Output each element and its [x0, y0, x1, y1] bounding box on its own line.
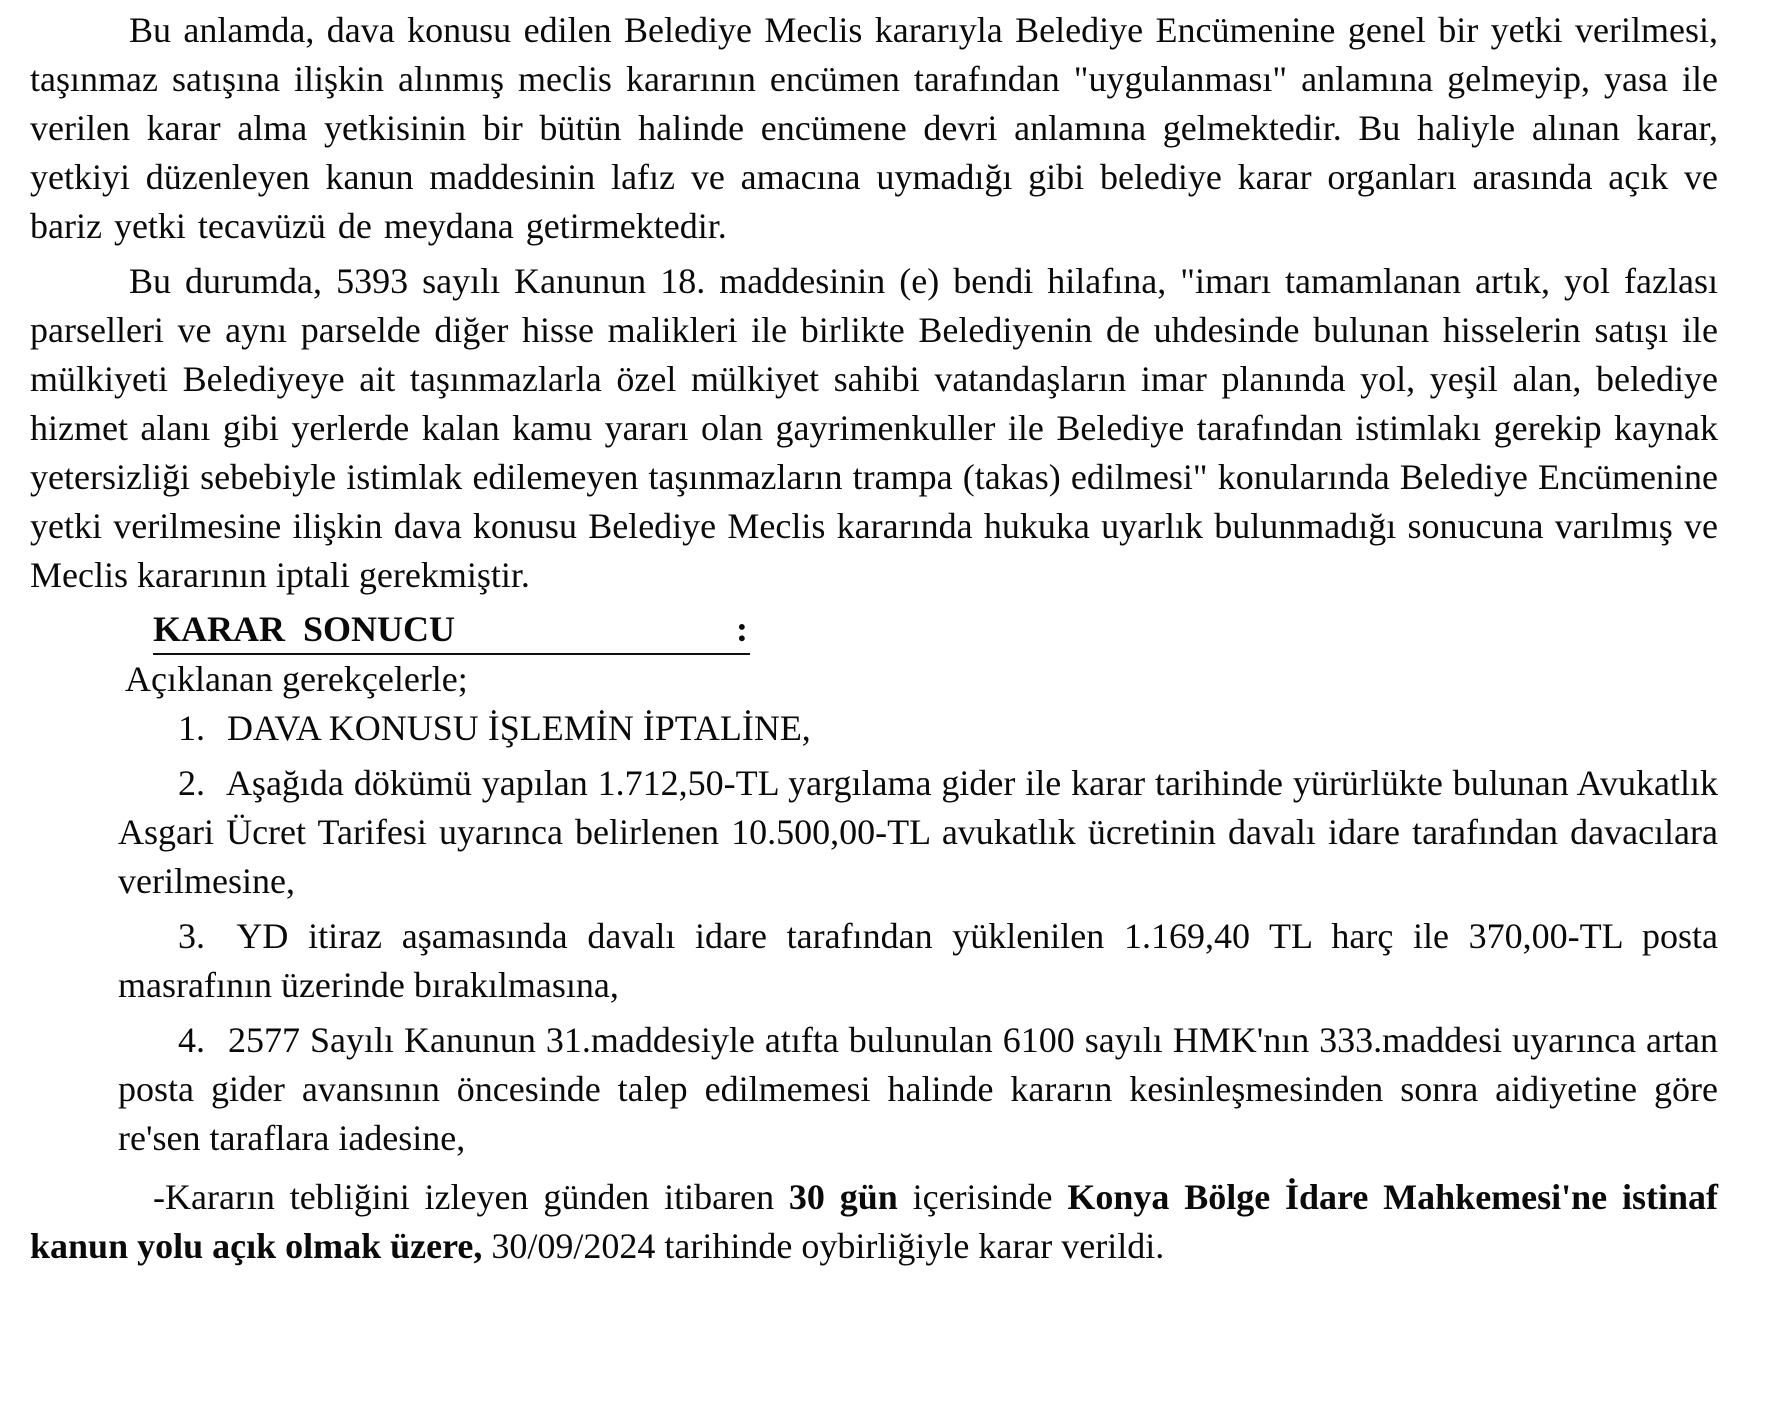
- decision-item-text: Aşağıda dökümü yapılan 1.712,50-TL yargılama gider ile karar tarihinde yürürlükte bulunan Avukatlık Asgari Ücret Tarifesi uyarınca belirlenen 10.500,00-TL avukatlık ücretinin davalı idare tarafından davacılara verilmesine,: [118, 763, 1718, 901]
- decision-item-number: 3.: [178, 916, 205, 956]
- decision-item: [118, 912, 1718, 1010]
- decision-item-text: 2577 Sayılı Kanunun 31.maddesiyle atıfta bulunulan 6100 sayılı HMK'nın 333.maddesi uyarınca artan posta gider avansının öncesinde talep edilmemesi halinde kararın kesinleşmesinden sonra aidiyetine göre re'sen taraflara iadesine,: [118, 1020, 1718, 1158]
- decision-heading-label: KARAR SONUCU: [153, 609, 456, 649]
- closing-part-2: içerisinde: [897, 1177, 1068, 1217]
- decision-item-number: 4.: [178, 1020, 205, 1060]
- closing-appeal-court: Konya Bölge İdare Mahkemesi'ne istinaf kanun yolu açık olmak üzere,: [30, 1177, 1718, 1266]
- decision-heading: [153, 606, 750, 655]
- decision-item-text: YD itiraz aşamasında davalı idare tarafından yüklenilen 1.169,40 TL harç ile 370,00-TL posta masrafının üzerinde bırakılmasına,: [118, 916, 1719, 1005]
- closing-statement: [30, 1173, 1718, 1271]
- closing-part-1: -Kararın tebliğini izleyen günden itibaren: [153, 1177, 789, 1217]
- paragraph-reasoning: Bu anlamda, dava konusu edilen Belediye Meclis kararıyla Belediye Encümenine genel bir yetki verilmesi, taşınmaz satışına ilişkin alınmış meclis kararının encümen tarafından "uygulanması" anlamına gelmeyip, yasa ile verilen karar alma yetkisinin bir bütün halinde encümene devri anlamına gelmektedir. Bu haliyle alınan karar, yetkiyi düzenleyen kanun maddesinin lafız ve amacına uymadığı gibi belediye karar organları arasında açık ve bariz yetki tecavüzü de meydana getirmektedir.: [30, 10, 1718, 246]
- document-page: [30, 6, 1718, 1271]
- decision-item: [118, 704, 1718, 753]
- decision-intro: Açıklanan gerekçelerle;: [125, 659, 468, 699]
- decision-item-number: 2.: [178, 763, 205, 803]
- decision-item-text: DAVA KONUSU İŞLEMİN İPTALİNE,: [227, 708, 811, 748]
- decision-heading-colon: :: [736, 609, 748, 649]
- decision-item: [118, 759, 1718, 906]
- closing-deadline: 30 gün: [788, 1177, 898, 1217]
- decision-items: [118, 704, 1718, 1163]
- decision-item-number: 1.: [178, 708, 205, 748]
- closing-part-3: 30/09/2024 tarihinde oybirliğiyle karar verildi.: [482, 1226, 1165, 1266]
- paragraph-conclusion: Bu durumda, 5393 sayılı Kanunun 18. maddesinin (e) bendi hilafına, "imarı tamamlanan artık, yol fazlası parselleri ve aynı parselde diğer hisse malikleri ile birlikte Belediyenin de uhdesinde bulunan hisselerin satışı ile mülkiyeti Belediyeye ait taşınmazlarla özel mülkiyet sahibi vatandaşların imar planında yol, yeşil alan, belediye hizmet alanı gibi yerlerde kalan kamu yararı olan gayrimenkuller ile Belediye tarafından istimlakı gerekip kaynak yetersizliği sebebiyle istimlak edilemeyen taşınmazların trampa (takas) edilmesi" konularında Belediye Encümenine yetki verilmesine ilişkin dava konusu Belediye Meclis kararında hukuka uyarlık bulunmadığı sonucuna varılmış ve Meclis kararının iptali gerekmiştir.: [30, 261, 1718, 595]
- decision-item: [118, 1016, 1718, 1163]
